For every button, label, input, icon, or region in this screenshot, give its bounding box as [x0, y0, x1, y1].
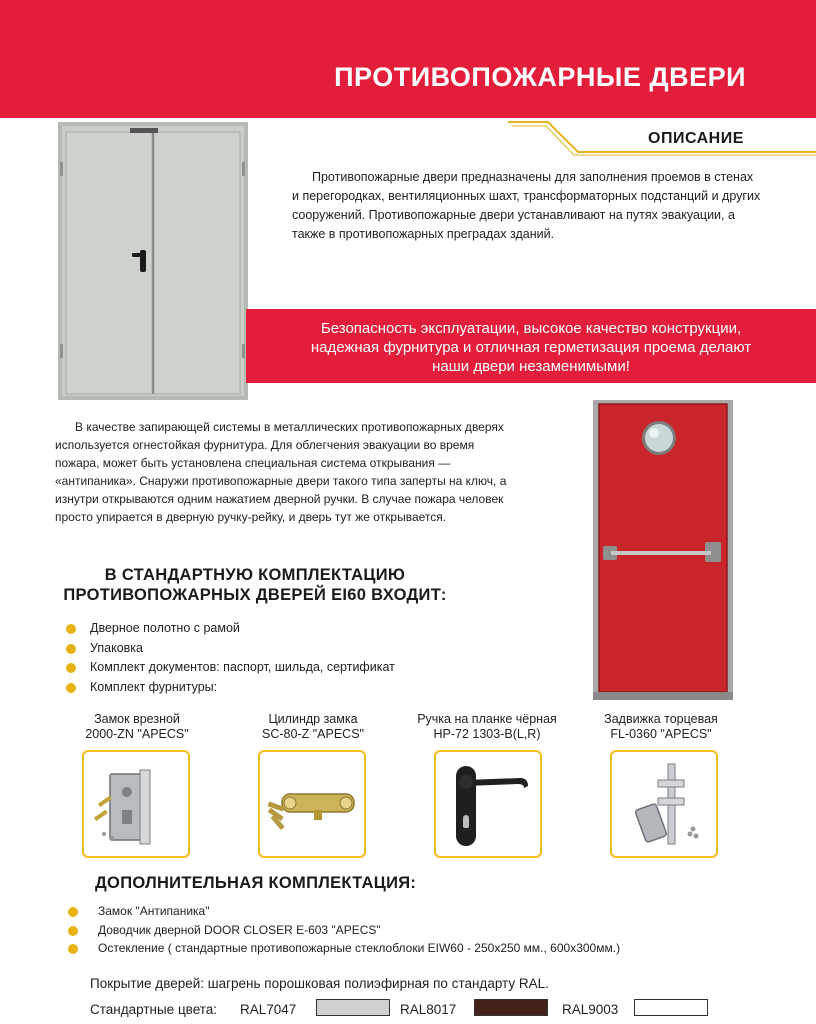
banner-text: [246, 319, 816, 376]
hardware-name: Цилиндр замка: [268, 712, 358, 726]
flush-bolt-icon: [612, 752, 716, 856]
quality-banner: [246, 309, 816, 383]
banner-line: наши двери незаменимыми!: [432, 358, 630, 375]
hardware-name: Замок врезной: [94, 712, 180, 726]
standard-kit-title-line: ПРОТИВОПОЖАРНЫХ ДВЕРЕЙ EI60 ВХОДИТ:: [63, 586, 447, 604]
hardware-image-box: [434, 750, 542, 858]
list-item: [62, 639, 395, 659]
color-name: RAL8017: [400, 1002, 457, 1017]
hardware-model: 2000-ZN "APECS": [85, 727, 189, 741]
color-swatch: [634, 999, 708, 1016]
page-title: ПРОТИВОПОЖАРНЫЕ ДВЕРИ: [334, 62, 746, 92]
coating-text: Покрытие дверей: шагрень порошковая полиэфирная по стандарту RAL.: [90, 976, 549, 991]
standard-kit-title-line: В СТАНДАРТНУЮ КОМПЛЕКТАЦИЮ: [104, 566, 406, 584]
hardware-label: [52, 712, 222, 742]
standard-kit-list: [62, 619, 395, 697]
list-item: [62, 902, 620, 921]
bullet-dot-icon: [66, 624, 76, 634]
list-item: [62, 678, 395, 698]
banner-line: Безопасность эксплуатации, высокое качество конструкции,: [320, 320, 742, 337]
standard-kit-title: [40, 565, 470, 605]
additional-kit-list: [62, 902, 620, 958]
color-swatch: [474, 999, 548, 1016]
list-item: [62, 619, 395, 639]
list-item-text: Остекление ( стандартные противопожарные стеклоблоки EIW60 - 250х250 мм., 600х300мм.): [98, 941, 621, 955]
banner-line: надежная фурнитура и отличная герметизация проема делают: [310, 339, 752, 356]
red-door-image: [593, 400, 733, 700]
bullet-dot-icon: [66, 683, 76, 693]
list-item-text: Упаковка: [90, 640, 143, 655]
list-item-text: Дверное полотно с рамой: [90, 621, 240, 635]
antipanic-paragraph: В качестве запирающей системы в металлических противопожарных дверях используется огнестойкая фурнитура. Для облегчения эвакуации во время пожара, может быть установлена специальная система открывания — «антипаника». Снаружи противопожарные двери такого типа заперты на ключ, а изнутри открываются одним нажатием дверной ручки. В случае пожара человек просто упирается в дверную ручку-рейку, и дверь тут же открывается.: [55, 420, 507, 524]
hardware-image-box: [82, 750, 190, 858]
hardware-label: [228, 712, 398, 742]
hardware-model: FL-0360 "APECS": [610, 727, 712, 741]
bullet-dot-icon: [66, 663, 76, 673]
lock-cylinder-icon: [260, 752, 364, 856]
hardware-name: Задвижка торцевая: [604, 712, 718, 726]
colors-label: Стандартные цвета:: [90, 1002, 218, 1017]
mortise-lock-icon: [84, 752, 188, 856]
description-text: Противопожарные двери предназначены для заполнения проемов в стенах и перегородках, вентиляционных шахт, трансформаторных подстанций и других сооружений. Противопожарные двери устанавливают на путях эвакуации, а также в противопожарных преградах зданий.: [292, 170, 761, 241]
grey-double-door-image: [58, 122, 248, 400]
list-item-text: Комплект фурнитуры:: [90, 679, 218, 694]
list-item: [62, 921, 620, 940]
list-item: [62, 939, 620, 958]
door-handle-icon: [436, 752, 540, 856]
bullet-dot-icon: [68, 944, 78, 954]
hardware-label: [402, 712, 572, 742]
bullet-dot-icon: [68, 907, 78, 917]
color-name: RAL9003: [562, 1002, 619, 1017]
hardware-name: Ручка на планке чёрная: [417, 712, 557, 726]
list-item: [62, 658, 395, 678]
bullet-dot-icon: [68, 926, 78, 936]
hardware-image-box: [258, 750, 366, 858]
list-item-text: Замок "Антипаника": [98, 904, 210, 918]
list-item-text: Комплект документов: паспорт, шильда, сертификат: [90, 660, 395, 674]
description-title: ОПИСАНИЕ: [648, 130, 744, 147]
color-name: RAL7047: [240, 1002, 297, 1017]
additional-kit-title: ДОПОЛНИТЕЛЬНАЯ КОМПЛЕКТАЦИЯ:: [95, 874, 417, 892]
list-item-text: Доводчик дверной DOOR CLOSER E-603 "APECS": [98, 922, 381, 937]
hardware-model: SC-80-Z "APECS": [262, 727, 364, 741]
hardware-image-box: [610, 750, 718, 858]
color-swatch: [316, 999, 390, 1016]
bullet-dot-icon: [66, 644, 76, 654]
hardware-label: [576, 712, 746, 742]
header-banner: [0, 0, 816, 118]
hardware-model: HP-72 1303-B(L,R): [433, 727, 541, 741]
